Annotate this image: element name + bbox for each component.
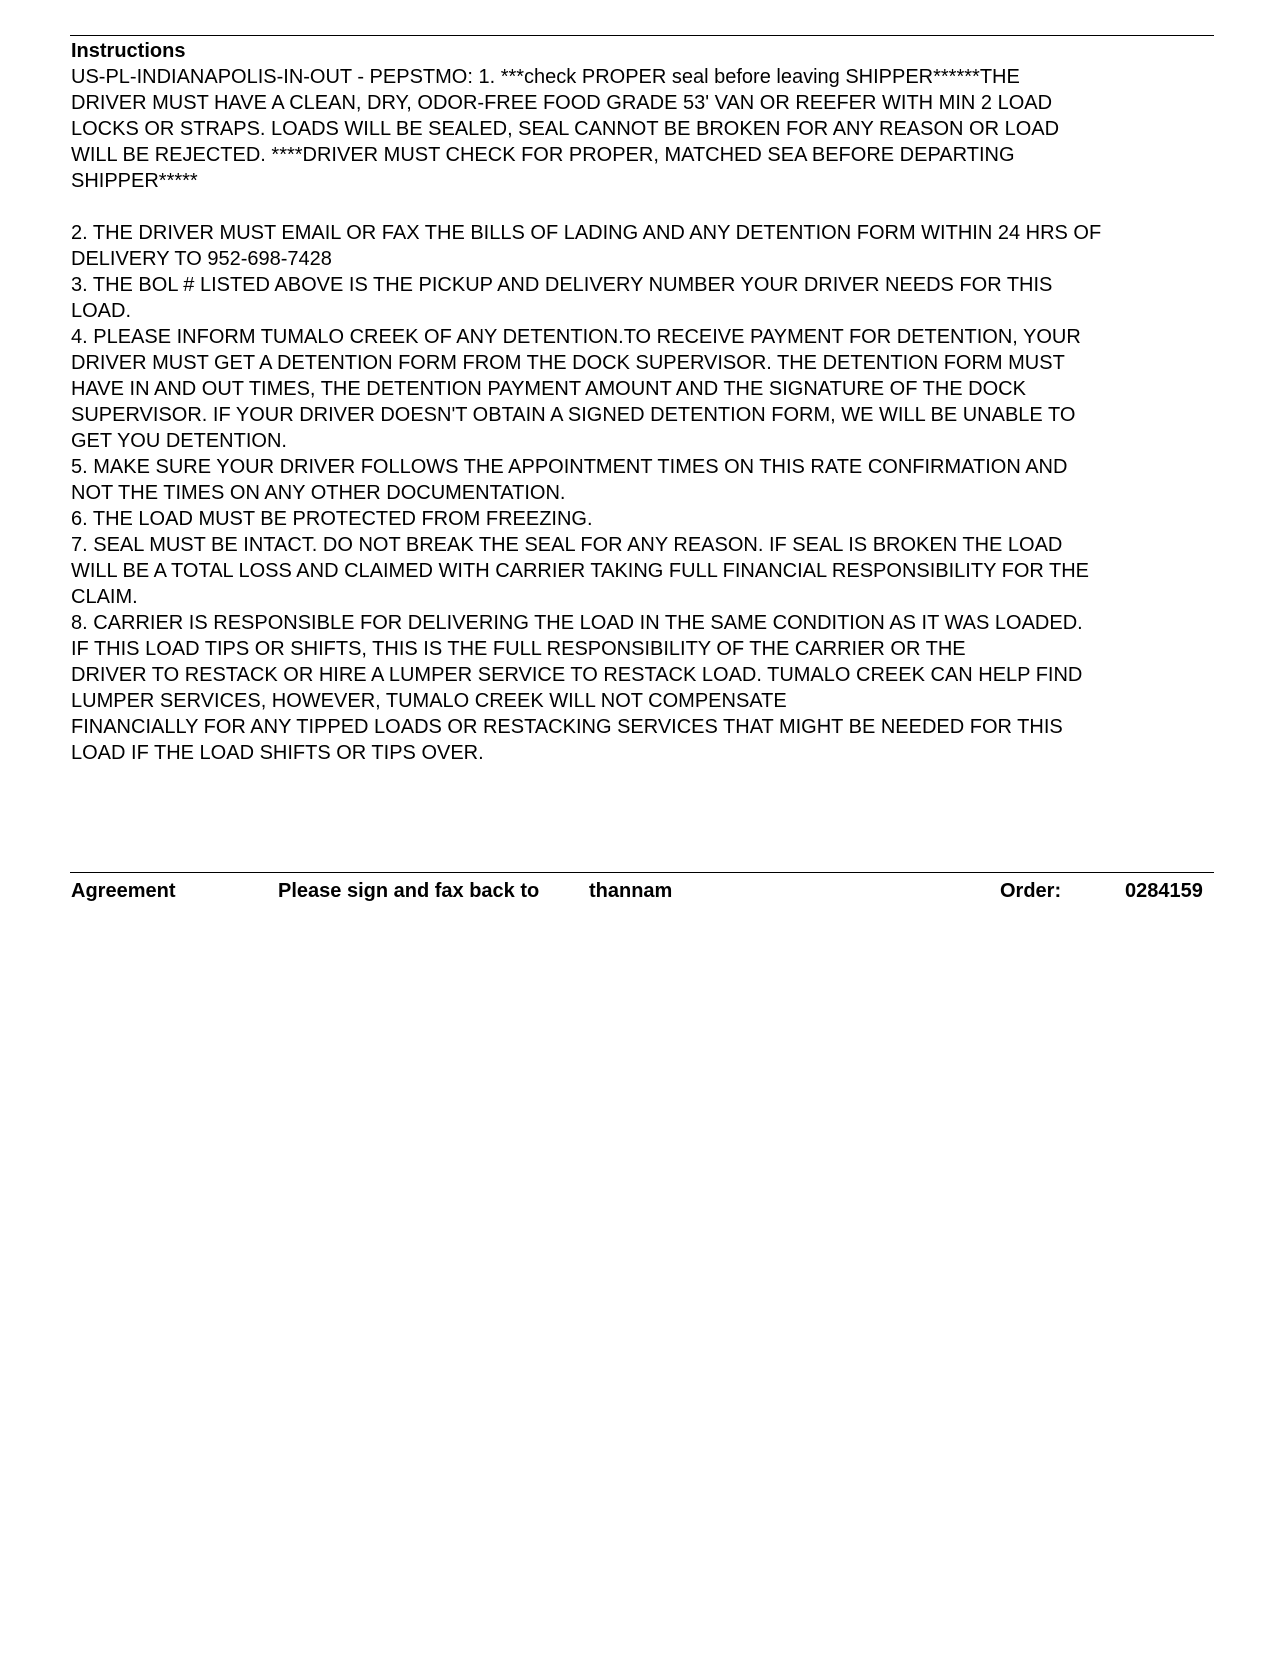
instruction-line: 3. THE BOL # LISTED ABOVE IS THE PICKUP AND DELIVERY NUMBER YOUR DRIVER NEEDS FOR THIS: [71, 274, 1053, 296]
instruction-line: DRIVER MUST HAVE A CLEAN, DRY, ODOR-FREE FOOD GRADE 53' VAN OR REEFER WITH MIN 2 LOAD: [71, 92, 1053, 114]
order-label: Order:: [1000, 880, 1062, 902]
instruction-line: FINANCIALLY FOR ANY TIPPED LOADS OR RESTACKING SERVICES THAT MIGHT BE NEEDED FOR THIS: [71, 716, 1063, 738]
top-divider: [70, 35, 1214, 36]
instruction-line: 4. PLEASE INFORM TUMALO CREEK OF ANY DETENTION.TO RECEIVE PAYMENT FOR DETENTION, YOUR: [71, 326, 1081, 348]
instruction-line: LUMPER SERVICES, HOWEVER, TUMALO CREEK WILL NOT COMPENSATE: [71, 690, 787, 712]
instruction-line: 2. THE DRIVER MUST EMAIL OR FAX THE BILLS OF LADING AND ANY DETENTION FORM WITHIN 24 HRS OF: [71, 222, 1102, 244]
instruction-line: LOAD IF THE LOAD SHIFTS OR TIPS OVER.: [71, 742, 484, 764]
instruction-line: CLAIM.: [71, 586, 138, 608]
instruction-line: SHIPPER*****: [71, 170, 198, 192]
instruction-line: US-PL-INDIANAPOLIS-IN-OUT - PEPSTMO: 1. ***check PROPER seal before leaving SHIPPER******THE: [71, 66, 1020, 88]
instruction-line: DRIVER MUST GET A DETENTION FORM FROM THE DOCK SUPERVISOR. THE DETENTION FORM MUST: [71, 352, 1065, 374]
instruction-line: HAVE IN AND OUT TIMES, THE DETENTION PAYMENT AMOUNT AND THE SIGNATURE OF THE DOCK: [71, 378, 1026, 400]
agreement-label: Agreement: [71, 880, 176, 902]
instruction-line: LOCKS OR STRAPS. LOADS WILL BE SEALED, SEAL CANNOT BE BROKEN FOR ANY REASON OR LOAD: [71, 118, 1060, 140]
instructions-heading: Instructions: [71, 40, 186, 62]
instruction-line: 8. CARRIER IS RESPONSIBLE FOR DELIVERING THE LOAD IN THE SAME CONDITION AS IT WAS LOADED.: [71, 612, 1083, 634]
instruction-line: WILL BE A TOTAL LOSS AND CLAIMED WITH CARRIER TAKING FULL FINANCIAL RESPONSIBILITY FOR THE: [71, 560, 1090, 582]
instruction-line: WILL BE REJECTED. ****DRIVER MUST CHECK FOR PROPER, MATCHED SEA BEFORE DEPARTING: [71, 144, 1015, 166]
instruction-line: 5. MAKE SURE YOUR DRIVER FOLLOWS THE APPOINTMENT TIMES ON THIS RATE CONFIRMATION AND: [71, 456, 1068, 478]
sign-instruction: Please sign and fax back to: [278, 880, 540, 902]
instruction-line: GET YOU DETENTION.: [71, 430, 287, 452]
instruction-line: LOAD.: [71, 300, 132, 322]
order-number: 0284159: [1125, 880, 1203, 902]
instruction-line: NOT THE TIMES ON ANY OTHER DOCUMENTATION.: [71, 482, 566, 504]
instructions-body: [71, 64, 1221, 766]
agreement-divider: [70, 872, 1214, 873]
instruction-line: 7. SEAL MUST BE INTACT. DO NOT BREAK THE SEAL FOR ANY REASON. IF SEAL IS BROKEN THE LOAD: [71, 534, 1063, 556]
blank-line: [71, 194, 1221, 220]
instruction-line: SUPERVISOR. IF YOUR DRIVER DOESN'T OBTAIN A SIGNED DETENTION FORM, WE WILL BE UNABLE TO: [71, 404, 1076, 426]
instruction-line: DRIVER TO RESTACK OR HIRE A LUMPER SERVICE TO RESTACK LOAD. TUMALO CREEK CAN HELP FIND: [71, 664, 1083, 686]
contact-name: thannam: [589, 880, 673, 902]
instruction-line: DELIVERY TO 952-698-7428: [71, 248, 332, 270]
instruction-line: 6. THE LOAD MUST BE PROTECTED FROM FREEZING.: [71, 508, 593, 530]
instruction-line: IF THIS LOAD TIPS OR SHIFTS, THIS IS THE FULL RESPONSIBILITY OF THE CARRIER OR THE: [71, 638, 966, 660]
